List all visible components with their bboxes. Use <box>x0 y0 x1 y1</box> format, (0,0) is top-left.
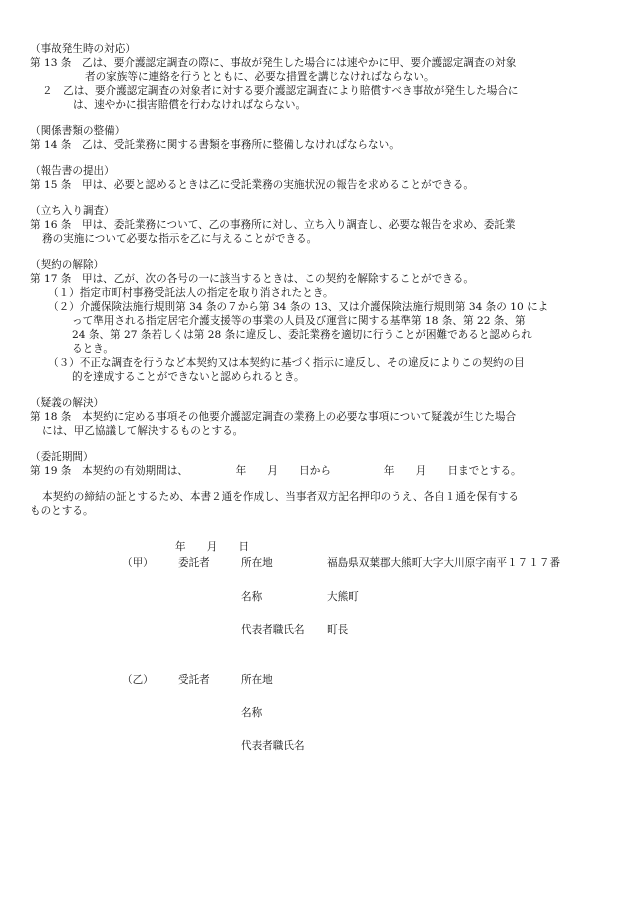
article-17-item-3-line-2: 的を達成することができないと認められるとき。 <box>72 371 305 383</box>
article-15-line-1: 第 15 条 甲は、必要と認めるときは乙に受託業務の実施状況の報告を求めることができる。 <box>30 179 474 191</box>
closing-line-1: 本契約の締結の証とするため、本書２通を作成し、当事者双方記名押印のうえ、各自１通を保有する <box>42 491 519 503</box>
section-heading-termination: （契約の解除） <box>30 259 105 271</box>
party-b-address-label: 所在地 <box>241 674 273 686</box>
article-16-line-2: 務の実施について必要な指示を乙に与えることができる。 <box>42 233 318 245</box>
article-17-line-1: 第 17 条 甲は、乙が、次の各号の一に該当するときは、この契約を解除することができる。 <box>30 273 474 285</box>
party-a-address-label: 所在地 <box>241 557 273 569</box>
party-b-name-label: 名称 <box>241 707 263 719</box>
article-14-line-1: 第 14 条 乙は、受託業務に関する書類を事務所に整備しなければならない。 <box>30 139 400 151</box>
article-13-para-2-line-1: ２ 乙は、要介護認定調査の対象者に対する要介護認定調査により賠償すべき事故が発生した場合に <box>42 85 519 97</box>
article-17-item-2-line-2: って準用される指定居宅介護支援等の事業の人員及び運営に関する基準第 18 条、第 22 条、第 <box>72 315 526 327</box>
section-heading-documents: （関係書類の整備） <box>30 125 126 137</box>
party-a-address: 福島県双葉郡大熊町大字大川原字南平１７１７番 <box>327 557 561 569</box>
article-17-item-3-line-1: （３）不正な調査を行うなど本契約又は本契約に基づく指示に違反し、その違反によりこの契約の目 <box>48 357 525 369</box>
party-b-role: 受託者 <box>178 674 210 686</box>
party-a-rep-label: 代表者職氏名 <box>241 624 305 636</box>
party-a-name: 大熊町 <box>327 591 359 603</box>
section-heading-term: （委託期間） <box>30 451 94 463</box>
section-heading-report: （報告書の提出） <box>30 165 115 177</box>
party-a-rep: 町長 <box>327 624 349 636</box>
party-a-name-label: 名称 <box>241 591 263 603</box>
article-17-item-2-line-4: るとき。 <box>72 343 114 355</box>
article-17-item-2-line-1: （２）介護保険法施行規則第 34 条の７から第 34 条の 13、又は介護保険法施行規則第 34 条の 10 によ <box>48 301 549 313</box>
section-heading-doubts: （疑義の解決） <box>30 397 105 409</box>
article-19-line-1: 第 19 条 本契約の有効期間は、 年 月 日から 年 月 日までとする。 <box>30 465 522 477</box>
article-17-item-1: （１）指定市町村事務受託法人の指定を取り消されたとき。 <box>48 287 334 299</box>
party-b-rep-label: 代表者職氏名 <box>241 740 305 752</box>
signature-date: 年 月 日 <box>175 541 250 553</box>
section-heading-accident: （事故発生時の対応） <box>30 43 136 55</box>
party-a-role: 委託者 <box>178 557 210 569</box>
article-13-line-1: 第 13 条 乙は、要介護認定調査の際に、事故が発生した場合には速やかに甲、要介護認定調査の対象 <box>30 57 517 69</box>
article-18-line-1: 第 18 条 本契約に定める事項その他要介護認定調査の業務上の必要な事項について疑義が生じた場合 <box>30 411 517 423</box>
article-13-para-2-line-2: は、速やかに損害賠償を行わなければならない。 <box>73 99 307 111</box>
article-16-line-1: 第 16 条 甲は、委託業務について、乙の事務所に対し、立ち入り調査し、必要な報告を求め、委託業 <box>30 219 516 231</box>
article-18-line-2: には、甲乙協議して解決するものとする。 <box>42 425 244 437</box>
party-b-mark: （乙） <box>122 674 154 686</box>
article-17-item-2-line-3: 24 条、第 27 条若しくは第 28 条に違反し、委託業務を適切に行うことが困難であると認められ <box>72 329 532 341</box>
section-heading-inspection: （立ち入り調査） <box>30 205 115 217</box>
party-a-mark: （甲） <box>122 557 154 569</box>
closing-line-2: ものとする。 <box>30 505 94 517</box>
article-13-line-2: 者の家族等に連絡を行うとともに、必要な措置を講じなければならない。 <box>85 71 435 83</box>
